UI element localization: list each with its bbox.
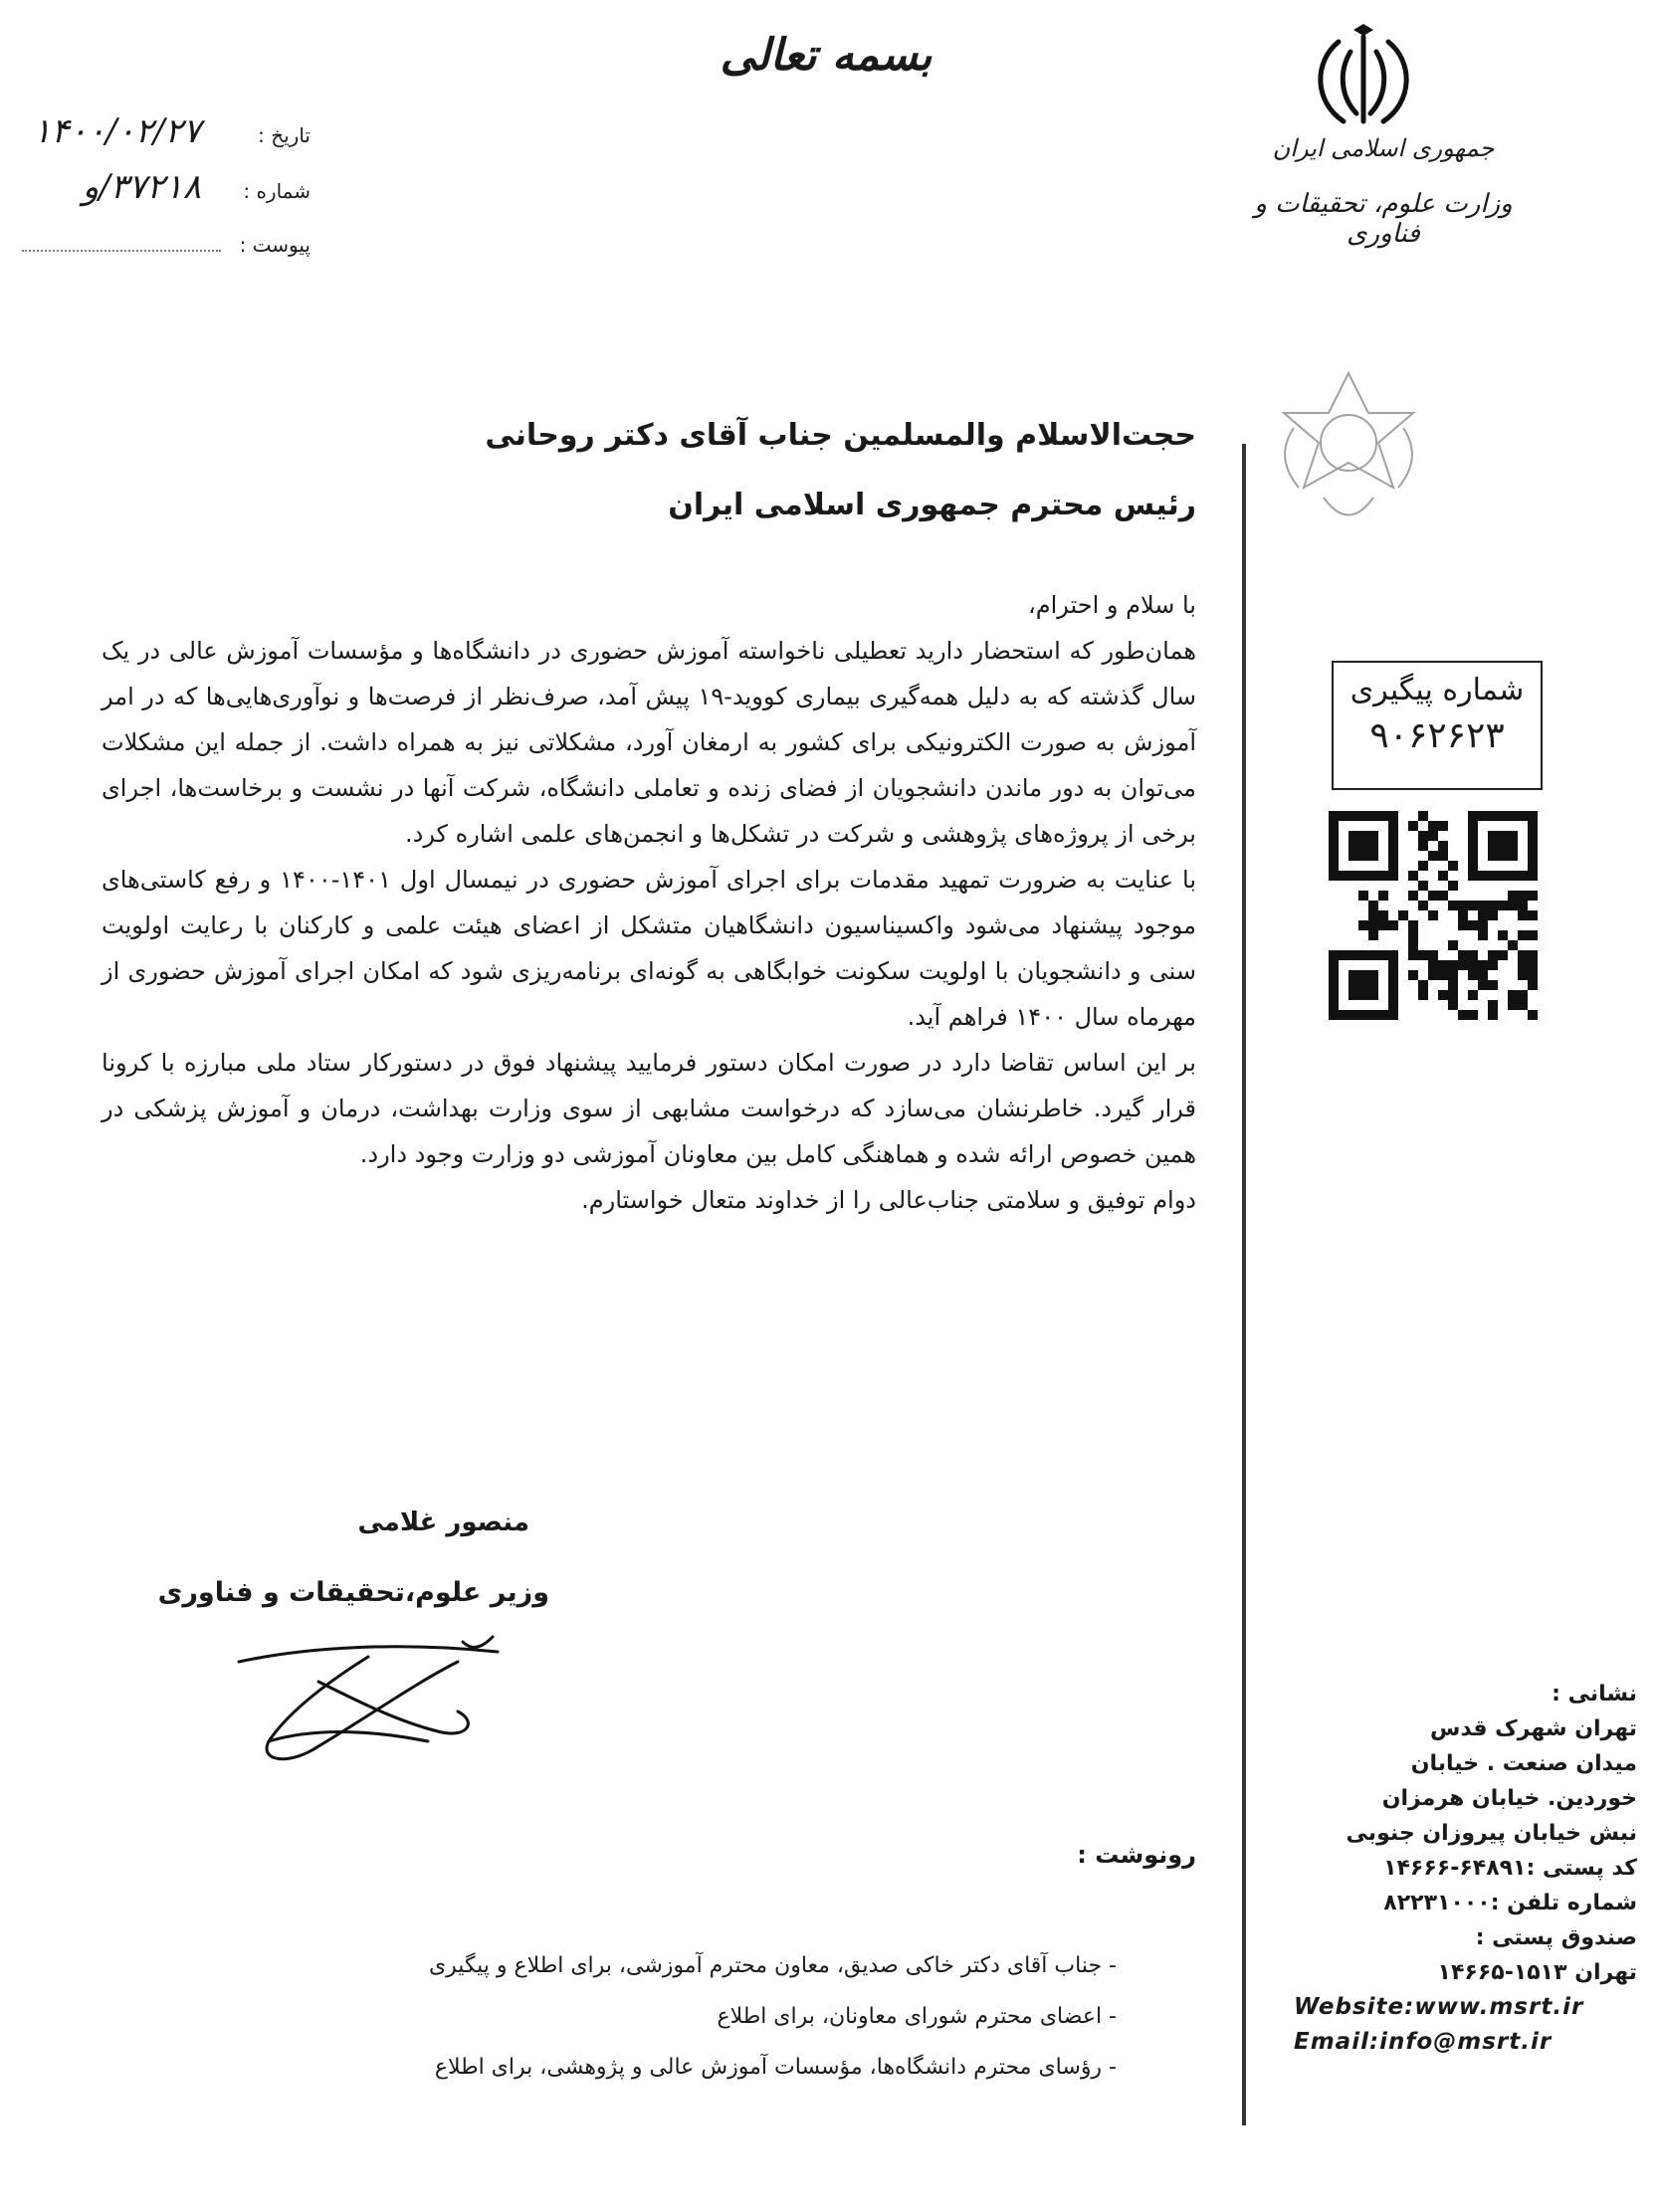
contact-phone: شماره تلفن :۸۲۲۳۱۰۰۰ (1383, 1891, 1637, 1915)
signer-name: منصور غلامی (357, 1508, 529, 1537)
date-row (12, 111, 311, 151)
number-value: ۳۷۲۱۸/و (82, 167, 201, 207)
org-name-ministry: وزارت علوم، تحقیقات و فناوری (1254, 189, 1513, 249)
cc-item-1: - جناب آقای دکتر خاکی صدیق، معاون محترم آموزشی، برای اطلاع و پیگیری (428, 1953, 1117, 1978)
number-row (12, 167, 311, 207)
tracking-box (1332, 661, 1543, 790)
cc-list (429, 1940, 1117, 2093)
letter-body (102, 582, 1196, 1223)
body-paragraph-2: با عنایت به ضرورت تمهید مقدمات برای اجرای آموزش حضوری در نیمسال اول ۱۴۰۱-۱۴۰۰ و رفع کاستی‌های موجود پیشنهاد می‌شود واکسیناسیون دانشگاهیان متشکل از اعضای هیئت علمی و کارکنان با رعایت اولویت سنی و دانشجویان با اولویت سکونت خوابگاهی به گونه‌ای برنامه‌ریزی شود که امکان اجرای آموزش حضوری از مهرماه سال ۱۴۰۰ فراهم آید. (102, 866, 1196, 1031)
body-paragraph-1: همان‌طور که استحضار دارید تعطیلی ناخواسته آموزش حضوری در دانشگاه‌ها و مؤسسات آموزش عالی در یک سال گذشته که به دلیل همه‌گیری بیماری کووید-۱۹ پیش آمد، صرف‌نظر از فرصت‌ها و نوآوری‌هایی‌ها که در امر آموزش به صورت الکترونیکی برای کشور به ارمغان آورد، مشکلاتی نیز به همراه داشت. از جمله این مشکلات می‌توان به دور ماندن دانشجویان از فضای زنده و تعاملی دانشگاه، شرکت آنها در نشست و برخاست‌ها، اجرای برخی از پروژه‌های پژوهشی و شرکت در تشکل‌ها و انجمن‌های علمی اشاره کرد. (102, 637, 1196, 848)
cc-item-3: - رؤسای محترم دانشگاه‌ها، مؤسسات آموزش عالی و پژوهشی، برای اطلاع (434, 2055, 1117, 2080)
greeting: با سلام و احترام، (1027, 591, 1196, 619)
attachment-blank (22, 250, 221, 252)
attachment-row (12, 233, 311, 257)
body-paragraph-3: بر این اساس تقاضا دارد در صورت امکان دستور فرمایید پیشنهاد فوق در دستورکار ستاد ملی مبارزه با کرونا قرار گیرد. خاطرنشان می‌سازد که درخواست مشابهی از سوی وزارت بهداشت، درمان و آموزش پزشکی در همین خصوص ارائه شده و هماهنگی کامل بین معاونان آموزشی دو وزارت وجود دارد. (102, 1049, 1196, 1168)
signer-title: وزیر علوم،تحقیقات و فناوری (157, 1577, 549, 1608)
contact-info (1294, 1677, 1637, 2060)
qr-code-icon (1329, 811, 1538, 1020)
contact-email-link[interactable]: Email:info@msrt.ir (1294, 2029, 1553, 2055)
contact-address-1: تهران شهرک قدس (1430, 1716, 1637, 1741)
cc-item-2: - اعضای محترم شورای معاونان، برای اطلاع (717, 2004, 1117, 2029)
date-value: ۱۴۰۰/۰۲/۲۷ (32, 111, 201, 151)
contact-label: نشانی : (1552, 1682, 1637, 1707)
org-name-country: جمهوری اسلامی ایران (1272, 134, 1495, 162)
addressee-name: حجت‌الاسلام والمسلمین جناب آقای دکتر روحانی (485, 418, 1196, 453)
contact-address-2: میدان صنعت . خیابان (1410, 1751, 1637, 1776)
handwritten-signature-icon (229, 1622, 508, 1771)
cc-title: رونوشت : (1077, 1841, 1196, 1869)
contact-address-4: نبش خیابان پیروزان جنوبی (1346, 1821, 1637, 1846)
contact-pobox: تهران ۱۵۱۳-۱۴۶۶۵ (1437, 1960, 1637, 1985)
contact-postal-code: کد پستی :۶۴۸۹۱-۱۴۶۶۶ (1383, 1856, 1637, 1881)
contact-website-link[interactable]: Website:www.msrt.ir (1294, 1994, 1584, 2020)
addressee-title: رئیس محترم جمهوری اسلامی ایران (668, 488, 1196, 522)
contact-pobox-label: صندوق پستی : (1475, 1925, 1637, 1950)
basmala: بسمه تعالی (720, 30, 933, 81)
closing: دوام توفیق و سلامتی جناب‌عالی را از خداوند متعال خواستارم. (581, 1186, 1196, 1214)
iran-emblem-icon (1299, 22, 1428, 131)
attachment-label: پیوست : (239, 233, 311, 257)
tracking-number: ۹۰۶۲۶۲۳ (1369, 715, 1505, 756)
vertical-divider (1242, 444, 1246, 2125)
tracking-label: شماره پیگیری (1349, 673, 1525, 707)
contact-address-3: خوردین. خیابان هرمزان (1381, 1786, 1637, 1811)
ornament-icon (1264, 368, 1433, 537)
date-label: تاریخ : (258, 123, 311, 147)
number-label: شماره : (243, 179, 311, 203)
